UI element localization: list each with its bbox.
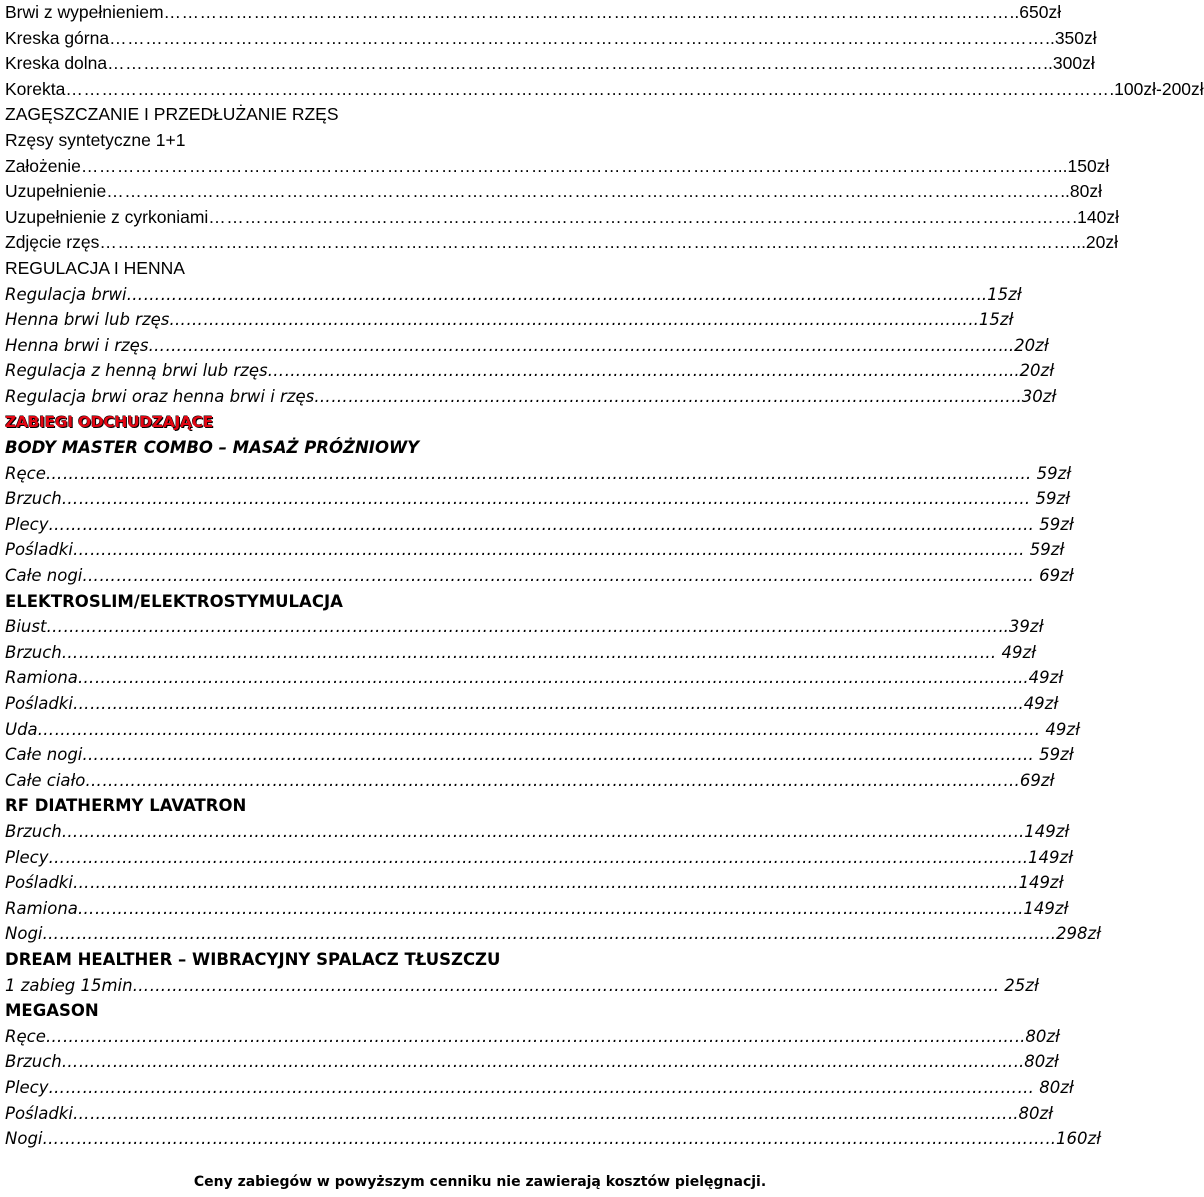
service-name: Założenie [5, 155, 81, 176]
price-row [5, 614, 1044, 640]
dot-leader: ……………………………………………………………………………………………………………………………………………………… [45, 1026, 1015, 1046]
price-row [5, 870, 1064, 896]
service-price: ..650zł [1009, 2, 1062, 22]
dot-leader: ………………………………………………………………………………………………………………………………………………… [82, 745, 1018, 765]
dot-leader: ………………………………………………………………………………………………………………………………………………… [82, 566, 1018, 586]
service-name: Ramiona [5, 898, 78, 918]
service-name: Pośladki [5, 694, 73, 714]
price-row [5, 742, 1074, 768]
service-name: Plecy [5, 1077, 49, 1097]
price-row [5, 973, 1039, 999]
service-price: ...20zł [1071, 232, 1119, 253]
service-name: Brzuch [5, 822, 62, 841]
service-price: …69zł [1003, 770, 1055, 790]
price-row [5, 333, 1049, 359]
price-row [5, 717, 1080, 743]
section-heading-text: ELEKTROSLIM/ELEKTROSTYMULACJA [5, 591, 343, 611]
category-title [5, 410, 955, 436]
service-name: Nogi [5, 1129, 43, 1149]
price-row [5, 205, 1119, 231]
service-name: Pośladki [5, 1103, 73, 1123]
service-price: ..39zł [998, 617, 1044, 637]
price-row [5, 1126, 1101, 1152]
service-name: Pośladki [5, 873, 73, 893]
price-row [5, 282, 1022, 308]
dot-leader: ……………………………………………………………………………………………………………………………………………………… [48, 1077, 1018, 1097]
price-row [5, 1049, 1059, 1075]
section-heading [5, 256, 955, 282]
dot-leader: ………………………………………………………………………………………………………………………………………………………… [37, 719, 1024, 739]
price-row [5, 1024, 1060, 1050]
service-price: … 25zł [982, 975, 1039, 995]
service-name: Całe ciało [5, 770, 86, 790]
price-row [5, 896, 1069, 922]
dot-leader: …………………………………………………………………………………………………………………………………………………… [61, 822, 1014, 841]
service-price: ..149zł [1017, 847, 1073, 867]
service-price: ...150zł [1052, 155, 1110, 176]
dot-leader: …………………………………………………………………………………………………………………………………………………… [61, 1052, 1014, 1072]
price-row [5, 1101, 1053, 1127]
service-name: Zdjęcie rzęs [5, 232, 100, 253]
service-name: Brwi z wypełnieniem [5, 2, 164, 22]
service-price: .100zł-200zł [1109, 78, 1204, 99]
price-row [5, 51, 1095, 77]
service-name: Brzuch [5, 642, 62, 662]
service-price: … 59zł [1017, 745, 1074, 765]
dot-leader: …………………………………………………………………………………………………………………………………………… [106, 181, 1061, 202]
dot-leader: ………………………………………………………………………………………………………………………………………… [107, 53, 1044, 74]
service-name: Brzuch [5, 489, 62, 509]
section-heading [5, 128, 955, 154]
service-price: ..15zł [968, 310, 1014, 330]
dot-leader: ……………………………………………………………………………………………………………………………………………… [99, 232, 1072, 253]
dot-leader: ………………………………………………………………………………………………………………………………………………… [72, 540, 1008, 560]
dot-leader: …………………………………………………………………………………………………………………………………… [132, 975, 983, 995]
dot-leader: ……………………………………………………………………………………………………………………………… [208, 206, 1073, 227]
price-row [5, 77, 1204, 103]
dot-leader: …………………………………………………………………………………………………………………………………… [148, 335, 999, 355]
service-price: … 49zł [1023, 719, 1080, 739]
section-heading [5, 435, 955, 461]
price-row [5, 307, 1014, 333]
dot-leader: ……………………………………………………………………………………………………………………………………………………… [48, 847, 1018, 867]
service-price: … 69zł [1017, 566, 1074, 586]
dot-leader: ………………………………………………………………………………………………………………………………………………… [72, 873, 1008, 893]
service-price: ..350zł [1045, 27, 1097, 48]
dot-leader: ………………………………………………………………………………………………………………… [267, 361, 999, 381]
section-heading [5, 589, 955, 615]
price-row [5, 1075, 1074, 1101]
section-heading-text: DREAM HEALTHER – WIBRACYJNY SPALACZ TŁUSZCZU [5, 949, 501, 969]
service-price: … 59zł [1013, 489, 1070, 509]
service-name: Uzupełnienie [5, 181, 107, 202]
dot-leader: ……………………………………………………………………………………………………………………………………………… [61, 642, 980, 662]
price-row [5, 845, 1073, 871]
price-list [5, 0, 1204, 1152]
service-name: Ramiona [5, 668, 78, 688]
section-heading [5, 998, 955, 1024]
section-heading-text: ZAGĘSZCZANIE I PRZEDŁUŻANIE RZĘS [5, 104, 339, 125]
dot-leader: ………………………………………………………………………………………………………………………………………………… [72, 694, 1008, 714]
service-name: Całe nogi [5, 745, 83, 765]
dot-leader: ………………………………………………………………………………………………………………………………………………… [77, 898, 1013, 918]
dot-leader: …………………………………………………………………………………………………………………………… [169, 310, 969, 330]
price-row [5, 512, 1074, 538]
service-price: ..149zł [1012, 898, 1069, 918]
dot-leader: ………………………………………………………………………………………………………………………………………………… [72, 1103, 1008, 1123]
service-price: ....20zł [998, 361, 1054, 381]
service-name: Plecy [5, 514, 49, 534]
section-heading-text: Rzęsy syntetyczne 1+1 [5, 129, 186, 150]
service-price: ..149zł [1013, 822, 1070, 841]
service-name: Plecy [5, 847, 49, 867]
service-price: ..80zł [1007, 1103, 1053, 1123]
section-heading [5, 102, 955, 128]
price-row [5, 665, 1064, 691]
section-heading-text: RF DIATHERMY LAVATRON [5, 796, 247, 816]
dot-leader: ………………………………………………………………………………………………………………………………………… [109, 27, 1046, 48]
service-price: ...20zł [998, 335, 1049, 355]
dot-leader: ……………………………………………………………………………………………………………………………………………… [80, 155, 1053, 176]
service-price: ..80zł [1013, 1052, 1059, 1072]
service-name: Regulacja brwi [5, 284, 127, 304]
section-heading-text: MEGASON [5, 1001, 99, 1021]
service-price: ..300zł [1043, 53, 1095, 74]
service-price: ..149zł [1007, 873, 1064, 893]
price-row [5, 461, 1071, 487]
service-name: Brzuch [5, 1052, 62, 1072]
service-name: Regulacja z henną brwi lub rzęs [5, 361, 268, 381]
service-price: ..298zł [1045, 924, 1101, 944]
dot-leader: ……………………………………………………………………………………………………………………………………………………… [45, 463, 1015, 483]
service-name: Uzupełnienie z cyrkoniami [5, 206, 209, 227]
section-heading [5, 793, 955, 819]
service-name: 1 zabieg 15min [5, 975, 133, 995]
service-price: .140zł [1072, 206, 1119, 227]
price-row [5, 179, 1103, 205]
price-row [5, 537, 1065, 563]
section-heading-text: BODY MASTER COMBO – MASAŻ PRÓŻNIOWY [5, 438, 420, 458]
price-row [5, 384, 1057, 410]
price-row [5, 563, 1074, 589]
service-price: ...49zł [1012, 668, 1064, 688]
service-price: … 59zł [1014, 463, 1071, 483]
service-price: ..30zł [1011, 386, 1057, 406]
price-row [5, 358, 1054, 384]
dot-leader: ……………………………………………………………………………………………………………………………………………………… [48, 514, 1018, 534]
dot-leader: ………………………………………………………………………………………………………………………………………………… [77, 668, 1013, 688]
service-name: Kreska górna [5, 27, 110, 48]
service-name: Nogi [5, 924, 43, 944]
price-row [5, 691, 1059, 717]
service-name: Korekta [5, 78, 66, 99]
service-price: … 49zł [979, 642, 1036, 662]
service-price: … 80zł [1017, 1077, 1074, 1097]
price-row [5, 921, 1101, 947]
price-row [5, 819, 1070, 845]
service-price: ..15zł [976, 284, 1022, 304]
service-name: Ręce [5, 463, 46, 483]
price-row [5, 486, 1070, 512]
service-name: Kreska dolna [5, 53, 108, 74]
service-name: Henna brwi i rzęs [5, 335, 149, 355]
service-price: ..80zł [1060, 181, 1103, 202]
price-row [5, 154, 1110, 180]
dot-leader: …………………………………………………………………………………………………………………………………… [126, 284, 977, 304]
service-price: ...49zł [1007, 694, 1059, 714]
service-price: … 59zł [1017, 514, 1074, 534]
service-name: Henna brwi lub rzęs [5, 310, 170, 330]
service-name: Ręce [5, 1026, 46, 1046]
service-name: Biust [5, 617, 47, 637]
dot-leader: …………………………………………………………………………………………………………………………………………………………… [42, 924, 1046, 944]
service-name: Pośladki [5, 540, 73, 560]
service-price: ..80zł [1014, 1026, 1060, 1046]
dot-leader: ………………………………………………………………………………………………………………………………………………………… [65, 78, 1110, 99]
section-heading [5, 947, 955, 973]
dot-leader: …………………………………………………………………………………………………………………………………………………………… [42, 1129, 1046, 1149]
service-price: ..160zł [1045, 1129, 1101, 1149]
service-price: … 59zł [1007, 540, 1065, 560]
price-row [5, 768, 1055, 794]
section-heading-text: ZABIEGI ODCHUDZAJĄCE [5, 412, 214, 431]
service-name: Regulacja brwi oraz henna brwi i rzęs [5, 386, 315, 406]
service-name: Uda [5, 719, 38, 739]
dot-leader: ……………………………………………………………………………………………………………………………………………… [85, 770, 1004, 790]
price-row [5, 26, 1097, 52]
dot-leader: …………………………………………………………………………………………………………………………………………………… [61, 489, 1014, 509]
price-row [5, 0, 1062, 26]
service-name: Całe nogi [5, 566, 83, 586]
dot-leader: …………………………………………………………………………………………………………… [314, 386, 1012, 406]
dot-leader: …………………………………………………………………………………………………………………………… [163, 2, 1010, 22]
price-row [5, 640, 1036, 666]
dot-leader: …………………………………………………………………………………………………………………………………………………… [46, 617, 999, 637]
footnote: Ceny zabiegów w powyższym cenniku nie zawierają kosztów pielęgnacji. [193, 1174, 767, 1190]
price-row [5, 230, 1119, 256]
section-heading-text: REGULACJA I HENNA [5, 257, 185, 278]
